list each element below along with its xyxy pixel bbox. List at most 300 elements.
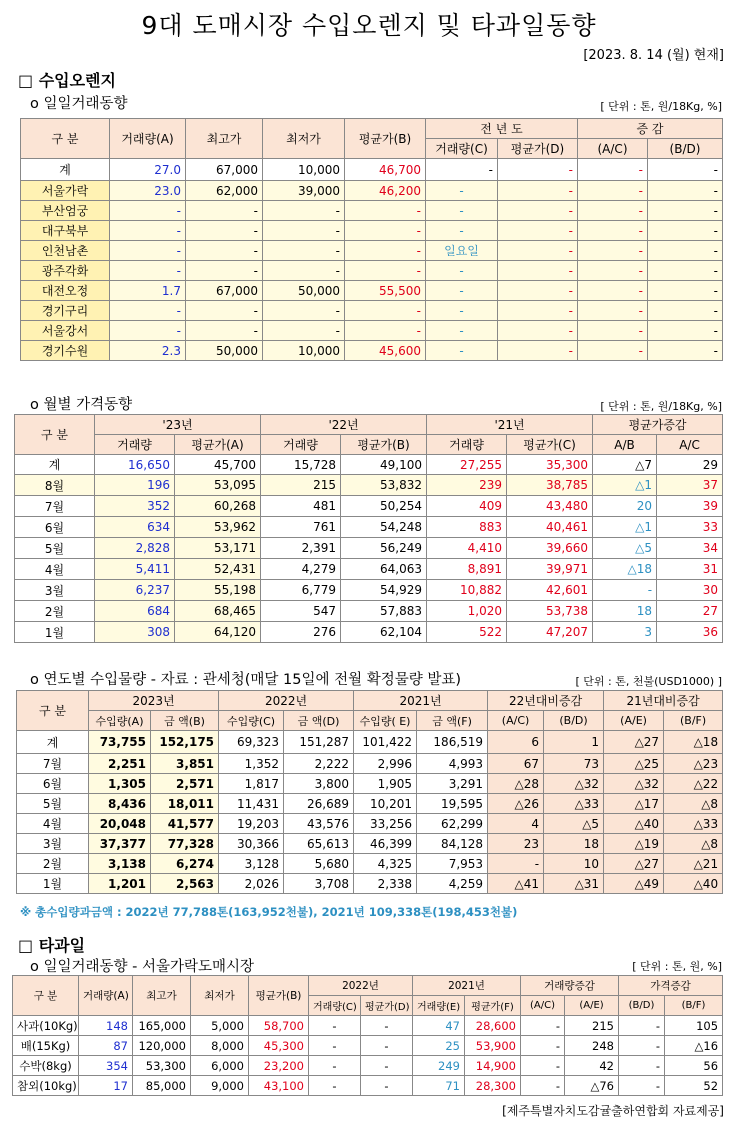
table-cell: 73 <box>544 754 604 774</box>
table-cell: 352 <box>95 496 175 517</box>
table-cell: - <box>619 1016 665 1036</box>
row-label: 계 <box>15 455 95 475</box>
table-cell: 3,851 <box>151 754 219 774</box>
table-cell: △8 <box>664 834 723 854</box>
table-cell: 35,300 <box>507 455 593 475</box>
row-label: 배(15Kg) <box>13 1036 79 1056</box>
table-cell: 6,237 <box>95 580 175 601</box>
table-cell: 23 <box>488 834 544 854</box>
table-cell: 55,500 <box>345 281 426 301</box>
table-cell: 151,287 <box>284 731 354 754</box>
table-cell: - <box>619 1056 665 1076</box>
table-cell: - <box>263 201 345 221</box>
table-cell: 37,377 <box>89 834 151 854</box>
col-change-21: 21년대비증감 <box>604 691 723 711</box>
col-avg: 평균가(B) <box>249 976 309 1016</box>
table-cell: 4,279 <box>261 559 341 580</box>
table-cell: 4,410 <box>427 538 507 559</box>
yearly-import-subtitle: ο 연도별 수입물량 - 자료 : 관세청(매달 15일에 전월 확정물량 발표) <box>30 672 462 688</box>
table-cell: 30,366 <box>219 834 284 854</box>
table-row <box>15 580 723 601</box>
table-cell: 9,000 <box>191 1076 249 1096</box>
table-cell: - <box>426 261 498 281</box>
table-cell: 77,328 <box>151 834 219 854</box>
table-cell: - <box>498 221 578 241</box>
table-cell: 39,660 <box>507 538 593 559</box>
table-cell: △21 <box>664 854 723 874</box>
table-cell: - <box>110 241 186 261</box>
table-cell: △25 <box>604 754 664 774</box>
table-cell: 28,600 <box>465 1016 521 1036</box>
row-label: 7월 <box>15 496 95 517</box>
row-label: 부산엄궁 <box>21 201 110 221</box>
col-prev-avg: 평균가(D) <box>498 139 578 159</box>
table-cell: - <box>263 221 345 241</box>
table-cell: - <box>309 1056 361 1076</box>
table-cell: 39,971 <box>507 559 593 580</box>
table-cell: △18 <box>593 559 657 580</box>
table-cell: 6,000 <box>191 1056 249 1076</box>
table-cell: 29 <box>657 455 723 475</box>
table-row <box>21 341 723 361</box>
table-row <box>17 754 723 774</box>
table-cell: 65,613 <box>284 834 354 854</box>
table-cell: - <box>498 341 578 361</box>
table-cell: 17 <box>79 1076 133 1096</box>
table-cell: 215 <box>261 475 341 496</box>
table-cell: - <box>648 341 723 361</box>
table-cell: 25 <box>413 1036 465 1056</box>
col-prev-vol: 거래량(C) <box>426 139 498 159</box>
table-row <box>15 496 723 517</box>
table-row <box>21 201 723 221</box>
col-price-change: 평균가증감 <box>593 415 723 435</box>
table-cell: - <box>110 221 186 241</box>
table-row <box>17 731 723 754</box>
other-fruit-subtitle: ο 일일거래동향 - 서울가락도매시장 <box>30 959 255 975</box>
table-cell: 8,436 <box>89 794 151 814</box>
table-cell: 3,708 <box>284 874 354 894</box>
table-cell: 5,411 <box>95 559 175 580</box>
table-cell: 3,128 <box>219 854 284 874</box>
table-cell: - <box>110 261 186 281</box>
table-row <box>17 854 723 874</box>
table-cell: 308 <box>95 622 175 643</box>
table-cell: 148 <box>79 1016 133 1036</box>
table-cell: - <box>345 241 426 261</box>
table-row <box>13 1056 723 1076</box>
table-cell: - <box>648 261 723 281</box>
col-bd: (B/D) <box>619 996 665 1016</box>
other-fruit-table <box>12 975 723 1096</box>
table-cell: 11,431 <box>219 794 284 814</box>
table-cell: 14,900 <box>465 1056 521 1076</box>
table-cell: 69,323 <box>219 731 284 754</box>
table-cell: 31 <box>657 559 723 580</box>
col-2022: 2022년 <box>219 691 354 711</box>
table-cell: △1 <box>593 475 657 496</box>
table-cell: - <box>498 159 578 181</box>
table-row <box>21 321 723 341</box>
col-f: 평균가(F) <box>465 996 521 1016</box>
table-cell: - <box>110 201 186 221</box>
table-cell: 40,461 <box>507 517 593 538</box>
col-vol-21: 거래량 <box>427 435 507 455</box>
row-label: 계 <box>21 159 110 181</box>
table-cell: 4,259 <box>417 874 488 894</box>
table-row <box>17 834 723 854</box>
table-cell: 1,905 <box>354 774 417 794</box>
table-cell: 10,201 <box>354 794 417 814</box>
table-cell: 53,962 <box>175 517 261 538</box>
col-c: 거래량(C) <box>309 996 361 1016</box>
table-cell: 53,738 <box>507 601 593 622</box>
table-cell: - <box>426 201 498 221</box>
table-cell: 547 <box>261 601 341 622</box>
col-2021: '21년 <box>427 415 593 435</box>
table-cell: 2,828 <box>95 538 175 559</box>
col-qa: 수입량(A) <box>89 711 151 731</box>
col-qc: 수입량(C) <box>219 711 284 731</box>
table-cell: 23,200 <box>249 1056 309 1076</box>
row-label: 1월 <box>17 874 89 894</box>
row-label: 1월 <box>15 622 95 643</box>
table-cell: △5 <box>544 814 604 834</box>
table-cell: - <box>488 854 544 874</box>
table-row <box>17 874 723 894</box>
col-gubun: 구 분 <box>13 976 79 1016</box>
table-cell: 49,100 <box>341 455 427 475</box>
table-cell: 3,138 <box>89 854 151 874</box>
yearly-import-table <box>16 690 723 894</box>
table-cell: 50,000 <box>263 281 345 301</box>
table-cell: - <box>578 321 648 341</box>
col-prev-year: 전 년 도 <box>426 119 578 139</box>
table-cell: 47,207 <box>507 622 593 643</box>
table-row <box>15 622 723 643</box>
table-cell: - <box>345 261 426 281</box>
col-vol-change: 거래량증감 <box>521 976 619 996</box>
table-cell: 23.0 <box>110 181 186 201</box>
col-avg: 평균가(B) <box>345 119 426 159</box>
row-label: 5월 <box>15 538 95 559</box>
table-cell: - <box>521 1016 565 1036</box>
table-row <box>21 301 723 321</box>
table-cell: 33,256 <box>354 814 417 834</box>
table-cell: - <box>648 181 723 201</box>
daily-trade-table <box>20 118 723 361</box>
col-bf: (B/F) <box>664 711 723 731</box>
table-cell: 5,680 <box>284 854 354 874</box>
table-cell: 27.0 <box>110 159 186 181</box>
table-cell: - <box>263 321 345 341</box>
table-cell: 249 <box>413 1056 465 1076</box>
table-cell: 1,352 <box>219 754 284 774</box>
col-avg-b: 평균가(B) <box>341 435 427 455</box>
table-cell: 1.7 <box>110 281 186 301</box>
table-cell: 36 <box>657 622 723 643</box>
table-cell: 39,000 <box>263 181 345 201</box>
table-cell: - <box>361 1016 413 1036</box>
table-cell: 409 <box>427 496 507 517</box>
table-cell: 68,465 <box>175 601 261 622</box>
table-cell: △31 <box>544 874 604 894</box>
table-cell: 41,577 <box>151 814 219 834</box>
col-vol-23: 거래량 <box>95 435 175 455</box>
table-cell: 3,800 <box>284 774 354 794</box>
table-cell: 276 <box>261 622 341 643</box>
table-cell: 15,728 <box>261 455 341 475</box>
col-af: 금 액(F) <box>417 711 488 731</box>
table-cell: 152,175 <box>151 731 219 754</box>
table-cell: 56 <box>665 1056 723 1076</box>
col-ab: 금 액(B) <box>151 711 219 731</box>
col-2022: 2022년 <box>309 976 413 996</box>
table-row <box>21 181 723 201</box>
table-cell: △27 <box>604 854 664 874</box>
table-cell: 45,600 <box>345 341 426 361</box>
table-cell: 18 <box>593 601 657 622</box>
table-cell: 4,993 <box>417 754 488 774</box>
table-cell: - <box>578 221 648 241</box>
table-cell: 67,000 <box>186 159 263 181</box>
table-cell: 883 <box>427 517 507 538</box>
table-cell: △27 <box>604 731 664 754</box>
table-cell: 105 <box>665 1016 723 1036</box>
col-2022: '22년 <box>261 415 427 435</box>
table-cell: 2.3 <box>110 341 186 361</box>
col-min: 최저가 <box>263 119 345 159</box>
table-cell: - <box>521 1076 565 1096</box>
table-cell: - <box>186 241 263 261</box>
table-cell: △32 <box>604 774 664 794</box>
table-cell: - <box>498 301 578 321</box>
table-cell: - <box>361 1056 413 1076</box>
table-cell: 58,700 <box>249 1016 309 1036</box>
table-cell: - <box>578 301 648 321</box>
table-cell: 101,422 <box>354 731 417 754</box>
table-cell: △1 <box>593 517 657 538</box>
table-cell: 45,300 <box>249 1036 309 1056</box>
table-cell: △41 <box>488 874 544 894</box>
table-cell: 2,222 <box>284 754 354 774</box>
table-cell: 2,391 <box>261 538 341 559</box>
table-cell: 30 <box>657 580 723 601</box>
col-ab: A/B <box>593 435 657 455</box>
table-row <box>21 221 723 241</box>
table-cell: 39 <box>657 496 723 517</box>
table-cell: 64,063 <box>341 559 427 580</box>
table-cell: - <box>426 321 498 341</box>
table-cell: - <box>648 241 723 261</box>
col-change: 증 감 <box>578 119 723 139</box>
table-cell: 6,779 <box>261 580 341 601</box>
col-avg-a: 평균가(A) <box>175 435 261 455</box>
table-cell: 28,300 <box>465 1076 521 1096</box>
table-cell: 1 <box>544 731 604 754</box>
col-max: 최고가 <box>133 976 191 1016</box>
col-ac: A/C <box>657 435 723 455</box>
row-label: 수박(8kg) <box>13 1056 79 1076</box>
table-row <box>15 601 723 622</box>
table-cell: - <box>263 301 345 321</box>
table-row <box>15 538 723 559</box>
table-cell: - <box>578 341 648 361</box>
table-cell: △7 <box>593 455 657 475</box>
table-row <box>15 559 723 580</box>
daily-trade-subtitle: ο 일일거래동향 <box>30 96 128 112</box>
table-cell: 67 <box>488 754 544 774</box>
section-other-fruit-heading: □ 타과일 <box>18 936 86 955</box>
row-label: 참외(10kg) <box>13 1076 79 1096</box>
table-cell: 42,601 <box>507 580 593 601</box>
table-cell: 19,203 <box>219 814 284 834</box>
table-cell: - <box>309 1076 361 1096</box>
table-cell: 5,000 <box>191 1016 249 1036</box>
table-cell: 761 <box>261 517 341 538</box>
table-cell: 43,576 <box>284 814 354 834</box>
table-cell: △40 <box>664 874 723 894</box>
page-title: 9대 도매시장 수입오렌지 및 타과일동향 <box>141 11 597 40</box>
table-cell: △16 <box>665 1036 723 1056</box>
table-cell: 64,120 <box>175 622 261 643</box>
col-qe: 수입량( E) <box>354 711 417 731</box>
row-label: 대전오정 <box>21 281 110 301</box>
table-cell: - <box>426 181 498 201</box>
table-cell: - <box>309 1016 361 1036</box>
row-label: 6월 <box>15 517 95 538</box>
table-cell: - <box>619 1036 665 1056</box>
table-cell: 47 <box>413 1016 465 1036</box>
row-label: 3월 <box>15 580 95 601</box>
col-ae: (A/E) <box>604 711 664 731</box>
table-cell: - <box>498 241 578 261</box>
table-row <box>17 774 723 794</box>
table-cell: 1,201 <box>89 874 151 894</box>
table-cell: △33 <box>544 794 604 814</box>
table-cell: 84,128 <box>417 834 488 854</box>
table-cell: 26,689 <box>284 794 354 814</box>
table-cell: 60,268 <box>175 496 261 517</box>
table-cell: - <box>309 1036 361 1056</box>
table-cell: - <box>345 321 426 341</box>
daily-trade-unit: [ 단위 : 톤, 원/18Kg, %] <box>600 100 722 113</box>
col-vol: 거래량(A) <box>110 119 186 159</box>
col-bf: (B/F) <box>665 996 723 1016</box>
table-cell: 4,325 <box>354 854 417 874</box>
table-cell: △76 <box>565 1076 619 1096</box>
table-cell: - <box>648 281 723 301</box>
table-cell: 53,095 <box>175 475 261 496</box>
table-cell: 481 <box>261 496 341 517</box>
table-cell: - <box>578 241 648 261</box>
table-cell: 8,891 <box>427 559 507 580</box>
table-row <box>21 241 723 261</box>
row-label: 인천남촌 <box>21 241 110 261</box>
table-cell: 46,200 <box>345 181 426 201</box>
col-d: 평균가(D) <box>361 996 413 1016</box>
table-cell: 56,249 <box>341 538 427 559</box>
table-cell: 1,817 <box>219 774 284 794</box>
table-cell: 67,000 <box>186 281 263 301</box>
col-gubun: 구 분 <box>17 691 89 731</box>
table-cell: 6,274 <box>151 854 219 874</box>
table-cell: - <box>110 301 186 321</box>
table-cell: 6 <box>488 731 544 754</box>
table-row <box>15 475 723 496</box>
table-cell: 165,000 <box>133 1016 191 1036</box>
row-label: 5월 <box>17 794 89 814</box>
table-cell: - <box>426 159 498 181</box>
table-cell: △17 <box>604 794 664 814</box>
table-cell: - <box>498 261 578 281</box>
table-cell: 2,571 <box>151 774 219 794</box>
table-row <box>21 159 723 181</box>
table-row <box>13 1036 723 1056</box>
table-cell: 19,595 <box>417 794 488 814</box>
table-cell: - <box>578 181 648 201</box>
table-cell: - <box>186 321 263 341</box>
table-cell: - <box>578 281 648 301</box>
col-ac: (A/C) <box>578 139 648 159</box>
table-cell: - <box>361 1076 413 1096</box>
table-cell: 7,953 <box>417 854 488 874</box>
row-label: 사과(10Kg) <box>13 1016 79 1036</box>
table-cell: - <box>426 341 498 361</box>
row-label: 7월 <box>17 754 89 774</box>
table-cell: - <box>110 321 186 341</box>
table-cell: △22 <box>664 774 723 794</box>
table-cell: - <box>186 301 263 321</box>
table-cell: - <box>648 221 723 241</box>
table-row <box>17 794 723 814</box>
other-fruit-unit: [ 단위 : 톤, 원, %] <box>632 960 722 973</box>
col-vol-22: 거래량 <box>261 435 341 455</box>
table-cell: 2,251 <box>89 754 151 774</box>
row-label: 8월 <box>15 475 95 496</box>
table-cell: 42 <box>565 1056 619 1076</box>
table-cell: 1,020 <box>427 601 507 622</box>
col-gubun: 구 분 <box>21 119 110 159</box>
row-label: 6월 <box>17 774 89 794</box>
table-cell: 196 <box>95 475 175 496</box>
yearly-import-unit: [ 단위 : 톤, 천불(USD1000) ] <box>575 675 722 688</box>
table-cell: - <box>263 241 345 261</box>
table-cell: 20,048 <box>89 814 151 834</box>
row-label: 광주각화 <box>21 261 110 281</box>
table-cell: 71 <box>413 1076 465 1096</box>
table-cell: 55,198 <box>175 580 261 601</box>
table-cell: 3,291 <box>417 774 488 794</box>
table-cell: 87 <box>79 1036 133 1056</box>
col-max: 최고가 <box>186 119 263 159</box>
table-cell: 186,519 <box>417 731 488 754</box>
table-cell: - <box>648 301 723 321</box>
table-cell: 52 <box>665 1076 723 1096</box>
table-cell: - <box>521 1056 565 1076</box>
table-row <box>13 1076 723 1096</box>
table-cell: - <box>521 1036 565 1056</box>
table-row <box>21 261 723 281</box>
row-label: 2월 <box>15 601 95 622</box>
table-cell: - <box>186 201 263 221</box>
table-cell: 50,000 <box>186 341 263 361</box>
table-cell: - <box>578 201 648 221</box>
row-label: 4월 <box>17 814 89 834</box>
table-cell: - <box>186 221 263 241</box>
table-cell: - <box>345 201 426 221</box>
table-cell: 2,563 <box>151 874 219 894</box>
